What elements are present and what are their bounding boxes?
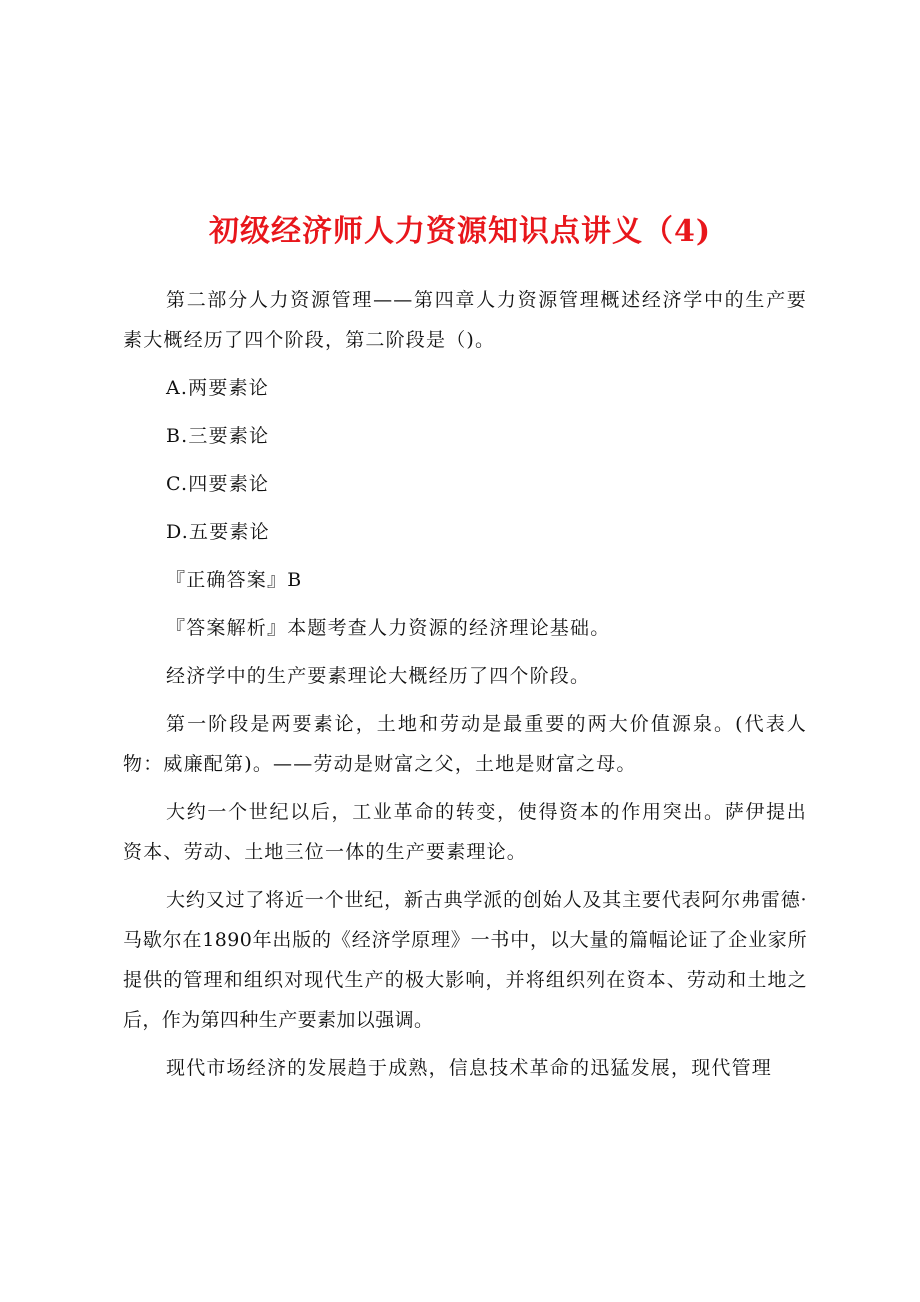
document-body [123, 280, 807, 1088]
correct-answer: 『正确答案』B [166, 569, 303, 591]
document-title: 初级经济师人力资源知识点讲义（4) [208, 214, 712, 250]
paragraph-1: 经济学中的生产要素理论大概经历了四个阶段。 [166, 665, 591, 687]
option-d: D.五要素论 [166, 521, 270, 543]
question-text: 第二部分人力资源管理——第四章人力资源管理概述经济学中的生产要素大概经历了四个阶段，第二阶段是（)。 [123, 289, 807, 351]
option-a: A.两要素论 [166, 377, 269, 399]
answer-analysis: 『答案解析』本题考查人力资源的经济理论基础。 [166, 617, 611, 639]
option-c: C.四要素论 [166, 473, 270, 495]
paragraph-2: 第一阶段是两要素论，土地和劳动是最重要的两大价值源泉。(代表人物：威廉配第)。——劳动是财富之父，土地是财富之母。 [123, 713, 807, 775]
paragraph-3: 大约一个世纪以后，工业革命的转变，使得资本的作用突出。萨伊提出资本、劳动、土地三位一体的生产要素理论。 [123, 801, 807, 863]
paragraph-5: 现代市场经济的发展趋于成熟，信息技术革命的迅猛发展，现代管理 [166, 1057, 773, 1079]
option-b: B.三要素论 [166, 425, 270, 447]
paragraph-4: 大约又过了将近一个世纪，新古典学派的创始人及其主要代表阿尔弗雷德·马歇尔在1890年出版的《经济学原理》一书中，以大量的篇幅论证了企业家所提供的管理和组织对现代生产的极大影响，并将组织列在资本、劳动和土地之后，作为第四种生产要素加以强调。 [123, 889, 807, 1031]
